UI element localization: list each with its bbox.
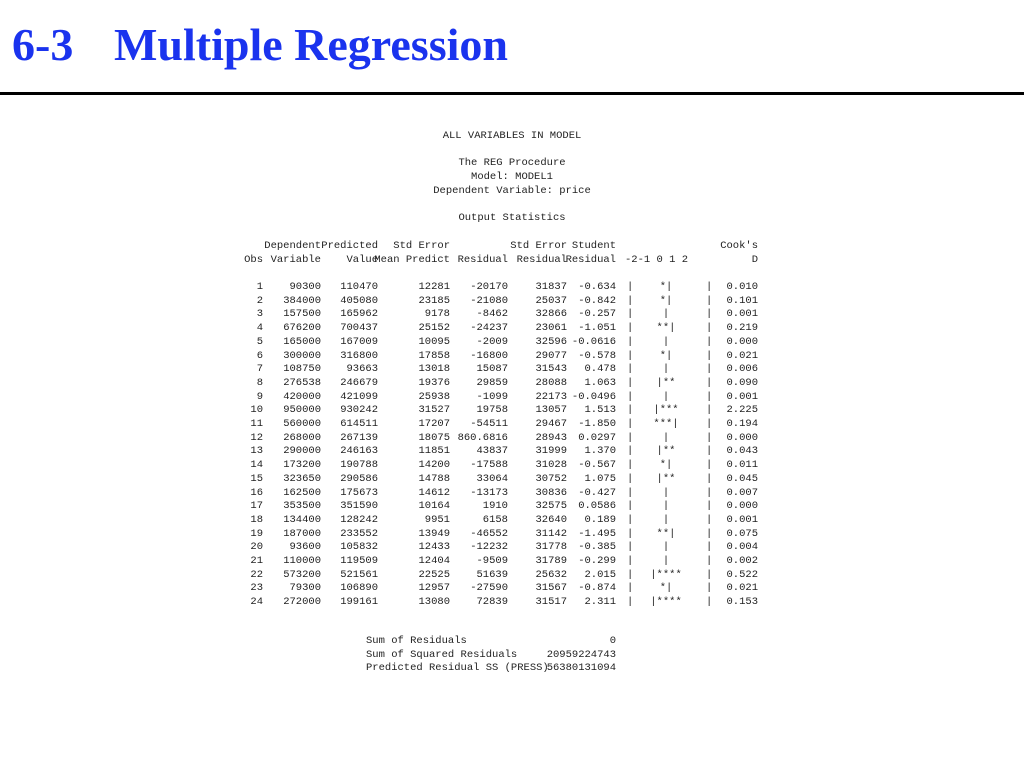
- table-cell: 31028: [535, 459, 567, 472]
- table-cell: 0.000: [726, 500, 758, 513]
- table-cell: |: [706, 596, 713, 609]
- table-cell: 79300: [289, 582, 321, 595]
- residual-plot-cell: ***|: [653, 418, 679, 430]
- table-cell: 3: [256, 308, 263, 321]
- table-cell: -2009: [476, 335, 508, 348]
- table-cell: 16: [250, 486, 263, 499]
- table-cell: 316800: [340, 349, 378, 362]
- table-cell: 0.001: [726, 308, 758, 321]
- residual-plot-cell: |: [662, 555, 670, 567]
- table-cell: -8462: [476, 308, 508, 321]
- table-cell: |: [706, 500, 713, 513]
- table-cell: -0.385: [578, 541, 616, 554]
- table-cell: -0.578: [578, 349, 616, 362]
- table-cell: 28943: [535, 431, 567, 444]
- table-cell: |: [627, 555, 634, 567]
- table-cell: 0.021: [726, 582, 758, 595]
- table-cell: 31527: [418, 404, 450, 417]
- slide-number: 6-3: [12, 19, 74, 70]
- table-cell: |: [627, 486, 634, 499]
- table-cell: 2.015: [584, 568, 616, 581]
- table-cell: 157500: [283, 308, 321, 321]
- table-cell: 15087: [476, 363, 508, 376]
- table-cell: 2.311: [584, 596, 616, 609]
- table-cell: 12404: [418, 555, 450, 567]
- table-cell: |: [627, 472, 634, 485]
- table-cell: 25152: [418, 322, 450, 335]
- table-cell: 105832: [340, 541, 378, 554]
- table-cell: 2.225: [726, 404, 758, 417]
- table-cell: 30836: [535, 486, 567, 499]
- table-cell: 10: [250, 404, 263, 417]
- residual-plot-cell: *|: [659, 459, 673, 472]
- table-cell: 28088: [535, 376, 567, 389]
- table-cell: 0.219: [726, 322, 758, 335]
- column-header: Residual: [565, 254, 616, 266]
- table-cell: 29859: [476, 376, 508, 389]
- table-cell: 13018: [418, 363, 450, 376]
- table-cell: 13057: [535, 404, 567, 417]
- table-cell: |: [627, 322, 634, 335]
- table-cell: |: [706, 376, 713, 389]
- table-cell: 405080: [340, 294, 378, 307]
- table-cell: |: [706, 445, 713, 458]
- table-cell: 11: [250, 418, 263, 430]
- table-cell: 0.045: [726, 472, 758, 485]
- residual-plot-cell: |: [662, 308, 670, 321]
- table-cell: -0.874: [578, 582, 616, 595]
- table-cell: 20: [250, 541, 263, 554]
- table-cell: 420000: [283, 390, 321, 403]
- column-header: Std Error: [510, 240, 567, 252]
- table-cell: -21080: [470, 294, 508, 307]
- table-cell: -17588: [470, 459, 508, 472]
- table-cell: 14: [250, 459, 263, 472]
- table-cell: 110470: [340, 281, 378, 293]
- table-cell: 0.0586: [578, 500, 616, 513]
- table-cell: 43837: [476, 445, 508, 458]
- column-header: Residual: [457, 254, 508, 266]
- table-cell: -13173: [470, 486, 508, 499]
- table-cell: -0.567: [578, 459, 616, 472]
- table-cell: |: [706, 418, 713, 430]
- table-cell: |: [706, 527, 713, 540]
- table-cell: 31789: [535, 555, 567, 567]
- table-cell: |: [627, 349, 634, 362]
- table-cell: 32640: [535, 513, 567, 526]
- table-cell: 0.075: [726, 527, 758, 540]
- table-cell: |: [706, 513, 713, 526]
- table-cell: |: [706, 472, 713, 485]
- summary-value: 56380131094: [546, 662, 616, 674]
- table-cell: 119509: [340, 555, 378, 567]
- table-cell: 14612: [418, 486, 450, 499]
- table-cell: 32596: [535, 335, 567, 348]
- table-cell: |: [627, 500, 634, 513]
- residual-plot-cell: |**: [656, 376, 676, 389]
- table-cell: |: [627, 513, 634, 526]
- table-cell: 13: [250, 445, 263, 458]
- table-cell: |: [627, 582, 634, 595]
- summary-value: 0: [609, 635, 616, 647]
- table-cell: 32866: [535, 308, 567, 321]
- table-cell: 1.513: [584, 404, 616, 417]
- table-cell: 676200: [283, 322, 321, 335]
- residual-plot-cell: |: [662, 541, 670, 554]
- table-cell: |: [706, 568, 713, 581]
- table-cell: 167009: [340, 335, 378, 348]
- table-cell: -20170: [470, 281, 508, 293]
- table-cell: 353500: [283, 500, 321, 513]
- table-cell: 12957: [418, 582, 450, 595]
- table-cell: 30752: [535, 472, 567, 485]
- residual-plot-cell: |: [662, 486, 670, 499]
- table-cell: 2: [256, 294, 263, 307]
- table-cell: |: [627, 390, 634, 403]
- column-header: Mean Predict: [374, 254, 450, 266]
- table-cell: 23061: [535, 322, 567, 335]
- table-cell: |: [627, 404, 634, 417]
- table-cell: |: [627, 294, 634, 307]
- table-cell: 19376: [418, 376, 450, 389]
- table-cell: 93663: [346, 363, 378, 376]
- residual-plot-cell: *|: [659, 582, 673, 595]
- table-cell: |: [706, 404, 713, 417]
- table-cell: 31517: [535, 596, 567, 609]
- table-cell: |: [706, 555, 713, 567]
- table-cell: |: [627, 459, 634, 472]
- residual-plot-cell: **|: [656, 527, 676, 540]
- table-cell: |: [706, 486, 713, 499]
- table-cell: 128242: [340, 513, 378, 526]
- column-header: Dependent: [264, 240, 321, 252]
- table-cell: 13080: [418, 596, 450, 609]
- table-cell: 950000: [283, 404, 321, 417]
- table-cell: 14200: [418, 459, 450, 472]
- column-header: D: [751, 254, 758, 266]
- summary-label: Predicted Residual SS (PRESS): [366, 662, 549, 674]
- table-cell: 31999: [535, 445, 567, 458]
- procedure-name: The REG Procedure: [458, 157, 566, 169]
- table-cell: 108750: [283, 363, 321, 376]
- dependent-variable: Dependent Variable: price: [433, 185, 591, 197]
- table-cell: 0.0297: [578, 431, 616, 444]
- table-cell: -0.427: [578, 486, 616, 499]
- table-cell: -0.0616: [571, 335, 616, 348]
- table-cell: |: [706, 541, 713, 554]
- table-cell: |: [627, 376, 634, 389]
- table-cell: 290000: [283, 445, 321, 458]
- table-cell: 0.007: [726, 486, 758, 499]
- table-cell: 521561: [340, 568, 378, 581]
- residual-plot-cell: |****: [650, 596, 682, 609]
- table-cell: 12: [250, 431, 263, 444]
- residual-plot-cell: |: [662, 431, 670, 444]
- output-statistics-title: Output Statistics: [458, 212, 566, 224]
- table-cell: |: [627, 418, 634, 430]
- table-cell: 1.370: [584, 445, 616, 458]
- residual-plot-cell: *|: [659, 349, 673, 362]
- table-cell: -1.051: [578, 322, 616, 335]
- table-cell: 573200: [283, 568, 321, 581]
- residual-plot-cell: |: [662, 513, 670, 526]
- table-cell: 17858: [418, 349, 450, 362]
- table-cell: 233552: [340, 527, 378, 540]
- table-cell: 351590: [340, 500, 378, 513]
- table-cell: 31567: [535, 582, 567, 595]
- table-cell: 0.001: [726, 390, 758, 403]
- table-cell: 31142: [535, 527, 567, 540]
- table-cell: 290586: [340, 472, 378, 485]
- table-cell: 10164: [418, 500, 450, 513]
- residual-plot-cell: |: [662, 363, 670, 376]
- table-cell: |: [627, 308, 634, 321]
- table-cell: |: [706, 459, 713, 472]
- table-cell: 0.090: [726, 376, 758, 389]
- residual-plot-cell: |**: [656, 472, 676, 485]
- table-cell: |: [706, 308, 713, 321]
- table-cell: 17: [250, 500, 263, 513]
- table-cell: 0.001: [726, 513, 758, 526]
- table-cell: |: [627, 541, 634, 554]
- table-cell: |: [706, 349, 713, 362]
- table-cell: |: [627, 527, 634, 540]
- table-cell: -0.634: [578, 281, 616, 293]
- column-header: Obs: [244, 254, 263, 266]
- table-cell: 0.000: [726, 431, 758, 444]
- table-cell: -27590: [470, 582, 508, 595]
- table-cell: 165000: [283, 335, 321, 348]
- table-cell: 246163: [340, 445, 378, 458]
- table-cell: -0.842: [578, 294, 616, 307]
- residual-plot-cell: |: [662, 500, 670, 513]
- table-cell: |: [627, 445, 634, 458]
- column-header: Cook's: [720, 240, 758, 252]
- table-cell: 29077: [535, 349, 567, 362]
- table-cell: 0.006: [726, 363, 758, 376]
- table-cell: 173200: [283, 459, 321, 472]
- table-cell: 90300: [289, 281, 321, 293]
- table-cell: 14788: [418, 472, 450, 485]
- table-cell: 0.478: [584, 363, 616, 376]
- table-cell: 25037: [535, 294, 567, 307]
- table-cell: 15: [250, 472, 263, 485]
- residual-plot-cell: |****: [650, 568, 682, 581]
- residual-plot-cell: |: [662, 390, 670, 403]
- table-cell: 190788: [340, 459, 378, 472]
- residual-plot-cell: *|: [659, 294, 673, 307]
- table-cell: -9509: [476, 555, 508, 567]
- column-header: Value: [346, 254, 378, 266]
- table-cell: 4: [256, 322, 263, 335]
- residual-plot-cell: |***: [653, 404, 679, 417]
- table-cell: -46552: [470, 527, 508, 540]
- table-cell: -0.299: [578, 555, 616, 567]
- table-cell: 421099: [340, 390, 378, 403]
- column-header: -2-1 0 1 2: [624, 254, 688, 266]
- table-cell: 0.004: [726, 541, 758, 554]
- output-title: ALL VARIABLES IN MODEL: [442, 130, 582, 142]
- table-cell: -16800: [470, 349, 508, 362]
- slide-title: [12, 19, 508, 70]
- table-cell: 22173: [535, 390, 567, 403]
- table-cell: 106890: [340, 582, 378, 595]
- table-cell: 6: [256, 349, 263, 362]
- table-cell: 860.6816: [457, 431, 508, 444]
- table-cell: -0.0496: [571, 390, 616, 403]
- table-cell: 19758: [476, 404, 508, 417]
- table-cell: 29467: [535, 418, 567, 430]
- table-cell: 165962: [340, 308, 378, 321]
- table-cell: 12433: [418, 541, 450, 554]
- column-header: Std Error: [393, 240, 450, 252]
- table-cell: 31778: [535, 541, 567, 554]
- summary-label: Sum of Residuals: [366, 635, 467, 647]
- table-cell: 0.002: [726, 555, 758, 567]
- table-cell: 31837: [535, 281, 567, 293]
- table-cell: 21: [250, 555, 263, 567]
- table-cell: -1.495: [578, 527, 616, 540]
- table-cell: 560000: [283, 418, 321, 430]
- residual-plot-cell: |**: [656, 445, 676, 458]
- table-cell: |: [627, 281, 634, 293]
- table-cell: 267139: [340, 431, 378, 444]
- table-cell: -24237: [470, 322, 508, 335]
- table-cell: 5: [256, 335, 263, 348]
- table-cell: -54511: [470, 418, 508, 430]
- table-cell: 276538: [283, 376, 321, 389]
- table-cell: 246679: [340, 376, 378, 389]
- table-cell: |: [627, 596, 634, 609]
- table-cell: 7: [256, 363, 263, 376]
- summary-label: Sum of Squared Residuals: [366, 648, 518, 661]
- residual-plot-cell: *|: [659, 281, 673, 293]
- table-cell: 199161: [340, 596, 378, 609]
- table-cell: 9951: [424, 513, 450, 526]
- table-cell: 19: [250, 527, 263, 540]
- residual-plot-cell: |: [662, 335, 670, 348]
- table-cell: 162500: [283, 486, 321, 499]
- table-cell: 25938: [418, 390, 450, 403]
- table-cell: 614511: [340, 418, 378, 430]
- table-cell: 17207: [418, 418, 450, 430]
- table-cell: 8: [256, 376, 263, 389]
- table-cell: |: [706, 582, 713, 595]
- table-cell: 0.189: [584, 513, 616, 526]
- table-cell: 323650: [283, 472, 321, 485]
- table-cell: 22: [250, 568, 263, 581]
- table-cell: 0.000: [726, 335, 758, 348]
- table-cell: 187000: [283, 527, 321, 540]
- table-cell: 1.075: [584, 472, 616, 485]
- table-cell: 175673: [340, 486, 378, 499]
- table-cell: 700437: [340, 322, 378, 335]
- table-cell: 0.194: [726, 418, 758, 430]
- table-cell: 0.101: [726, 294, 758, 307]
- summary-value: 20959224743: [546, 648, 616, 661]
- table-cell: 12281: [418, 281, 450, 293]
- table-cell: 272000: [283, 596, 321, 609]
- table-cell: 0.522: [726, 568, 758, 581]
- table-cell: |: [627, 431, 634, 444]
- table-cell: |: [706, 431, 713, 444]
- slide-heading: Multiple Regression: [114, 19, 508, 70]
- table-cell: |: [706, 335, 713, 348]
- table-cell: 1.063: [584, 376, 616, 389]
- table-cell: -1.850: [578, 418, 616, 430]
- table-cell: 6158: [482, 513, 508, 526]
- table-cell: 13949: [418, 527, 450, 540]
- table-cell: |: [627, 568, 634, 581]
- table-cell: 1: [256, 281, 263, 293]
- table-cell: 0.011: [726, 459, 758, 472]
- table-cell: 25632: [535, 568, 567, 581]
- table-cell: |: [706, 294, 713, 307]
- column-header: Predicted: [321, 240, 378, 252]
- table-cell: 110000: [283, 555, 321, 567]
- table-cell: 10095: [418, 335, 450, 348]
- table-cell: |: [706, 281, 713, 293]
- table-cell: 11851: [418, 445, 450, 458]
- table-cell: 1910: [482, 500, 508, 513]
- table-cell: 0.010: [726, 281, 758, 293]
- table-cell: 268000: [283, 431, 321, 444]
- table-cell: 384000: [283, 294, 321, 307]
- table-cell: 300000: [283, 349, 321, 362]
- table-cell: 9178: [424, 308, 450, 321]
- table-cell: 930242: [340, 404, 378, 417]
- model-name: Model: MODEL1: [471, 171, 553, 183]
- table-cell: 24: [250, 596, 263, 609]
- table-cell: 9: [256, 390, 263, 403]
- table-cell: 0.153: [726, 596, 758, 609]
- column-header: Residual: [516, 254, 567, 266]
- table-cell: 0.043: [726, 445, 758, 458]
- table-cell: |: [706, 322, 713, 335]
- table-cell: 134400: [283, 513, 321, 526]
- table-cell: 22525: [418, 568, 450, 581]
- residual-plot-cell: **|: [656, 322, 676, 335]
- table-cell: |: [706, 390, 713, 403]
- table-cell: 23: [250, 582, 263, 595]
- table-cell: 32575: [535, 500, 567, 513]
- table-cell: 93600: [289, 541, 321, 554]
- title-underline: [0, 92, 1024, 95]
- table-cell: 0.021: [726, 349, 758, 362]
- table-cell: 33064: [476, 472, 508, 485]
- column-header: Variable: [270, 254, 321, 266]
- column-header: Student: [571, 240, 616, 252]
- table-cell: |: [706, 363, 713, 376]
- table-cell: -1099: [476, 390, 508, 403]
- table-cell: -0.257: [578, 308, 616, 321]
- table-cell: |: [627, 335, 634, 348]
- table-cell: 23185: [418, 294, 450, 307]
- table-cell: 18075: [418, 431, 450, 444]
- table-cell: |: [627, 363, 634, 376]
- table-cell: -12232: [470, 541, 508, 554]
- table-cell: 51639: [476, 568, 508, 581]
- table-cell: 18: [250, 513, 263, 526]
- table-cell: 31543: [535, 363, 567, 376]
- table-cell: 72839: [476, 596, 508, 609]
